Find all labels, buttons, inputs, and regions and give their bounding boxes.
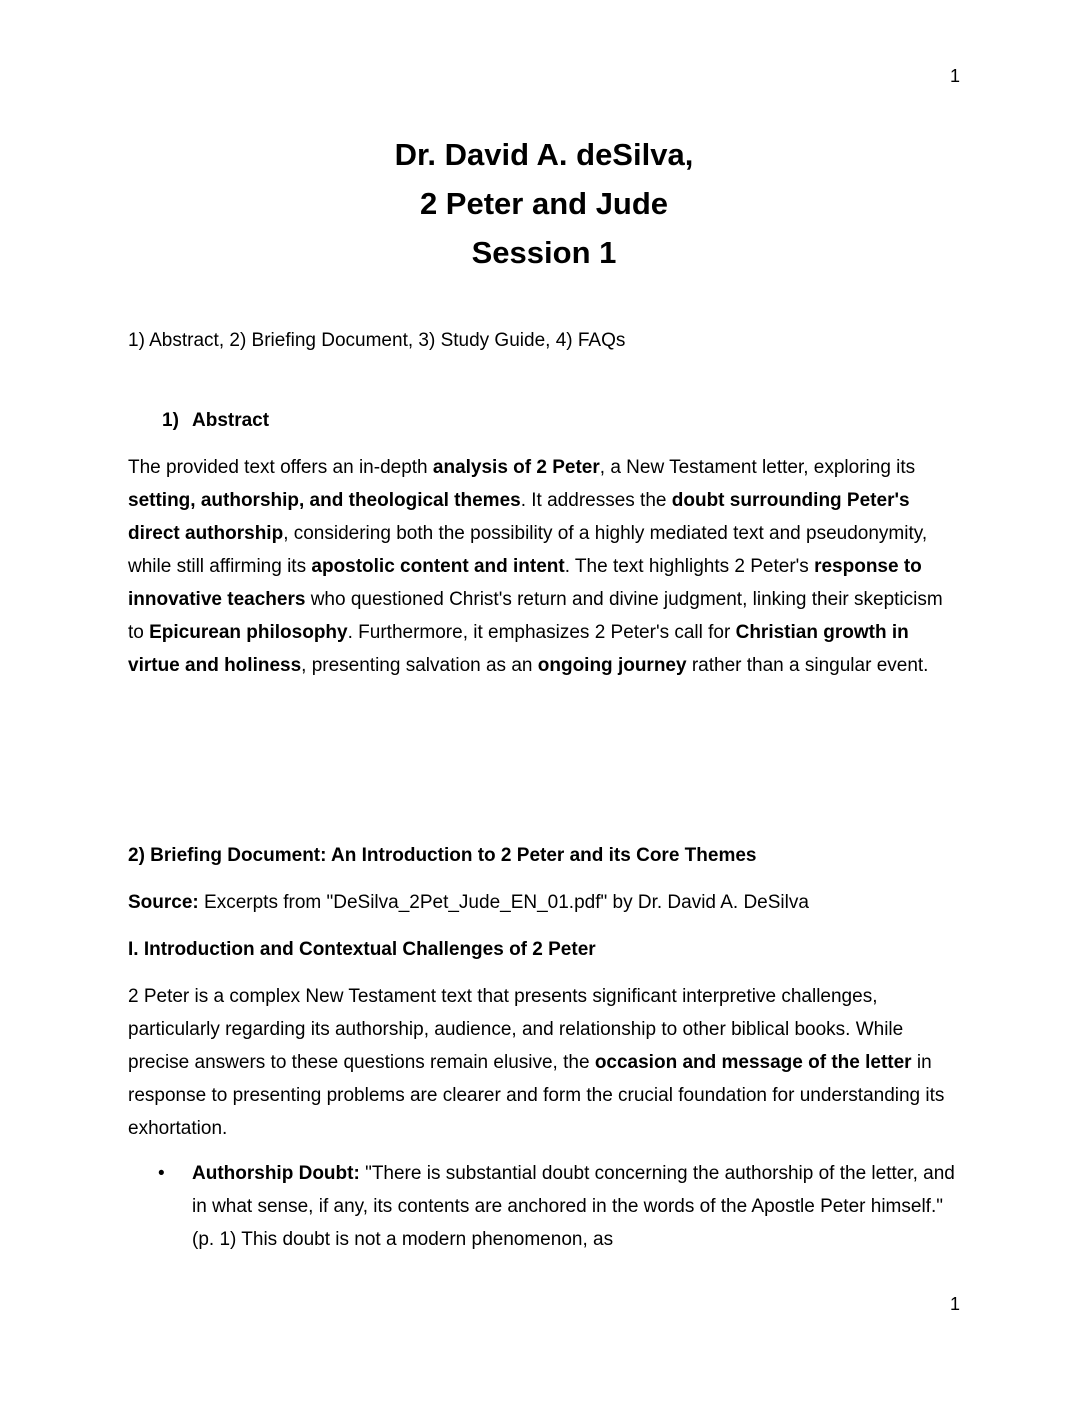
bold-text-segment: ongoing journey: [537, 655, 687, 676]
bullet-list: [128, 1157, 960, 1256]
bold-text-segment: apostolic content and intent: [311, 556, 565, 577]
document-title: [0, 130, 1088, 277]
text-segment: . The text highlights 2 Peter's: [564, 556, 815, 577]
section-heading: I. Introduction and Contextual Challenges of 2 Peter: [128, 939, 596, 960]
table-of-contents: 1) Abstract, 2) Briefing Document, 3) Study Guide, 4) FAQs: [128, 330, 626, 351]
source-text: Excerpts from "DeSilva_2Pet_Jude_EN_01.pdf" by Dr. David A. DeSilva: [198, 892, 809, 913]
bold-text-segment: setting, authorship, and theological themes: [128, 490, 521, 511]
source-label: Source:: [128, 892, 199, 913]
bold-text-segment: Christian growth in virtue and holiness: [128, 622, 909, 676]
bullet-label: Authorship Doubt:: [192, 1163, 360, 1184]
text-segment: in response to presenting problems are clearer and form the crucial foundation for understanding its exhortation.: [128, 1052, 945, 1139]
list-item: [128, 1157, 960, 1256]
section-paragraph: [128, 980, 960, 1145]
text-segment: 2 Peter is a complex New Testament text that presents significant interpretive challenges, particularly regarding its authorship, audience, and relationship to other biblical books. While precise answers to these questions remain elusive, the: [128, 986, 904, 1073]
bold-text-segment: Epicurean philosophy: [149, 622, 348, 643]
text-segment: . Furthermore, it emphasizes 2 Peter's call for: [347, 622, 736, 643]
text-segment: , a New Testament letter, exploring its: [599, 457, 916, 478]
source-line: [128, 886, 960, 919]
text-segment: . It addresses the: [520, 490, 672, 511]
bullet-icon: •: [158, 1163, 165, 1184]
bold-text-segment: doubt surrounding Peter's direct authorship: [128, 490, 910, 544]
text-segment: The provided text offers an in-depth: [128, 457, 433, 478]
bold-text-segment: response to innovative teachers: [128, 556, 922, 610]
title-line-book: 2 Peter and Jude: [419, 186, 669, 221]
page-number-bottom: 1: [949, 1294, 960, 1314]
abstract-heading-label: Abstract: [192, 410, 270, 431]
page-number-top: 1: [949, 66, 960, 86]
bold-text-segment: occasion and message of the letter: [594, 1052, 912, 1073]
text-segment: , presenting salvation as an: [301, 655, 538, 676]
text-segment: rather than a singular event.: [686, 655, 929, 676]
title-line-author: Dr. David A. deSilva,: [394, 137, 694, 172]
title-line-session: Session 1: [471, 235, 617, 270]
bold-text-segment: analysis of 2 Peter: [432, 457, 600, 478]
abstract-heading-number: 1): [162, 410, 179, 431]
text-segment: , considering both the possibility of a highly mediated text and pseudonymity, while still affirming its: [128, 523, 928, 577]
briefing-heading: 2) Briefing Document: An Introduction to 2 Peter and its Core Themes: [128, 845, 757, 866]
bullet-text: "There is substantial doubt concerning the authorship of the letter, and in what sense, if any, its contents are anchored in the words of the Apostle Peter himself." (p. 1) This doubt is not a modern phenomenon, as: [192, 1163, 955, 1250]
abstract-paragraph: [128, 451, 960, 682]
abstract-heading: [162, 404, 994, 437]
text-segment: who questioned Christ's return and divine judgment, linking their skepticism to: [128, 589, 943, 643]
